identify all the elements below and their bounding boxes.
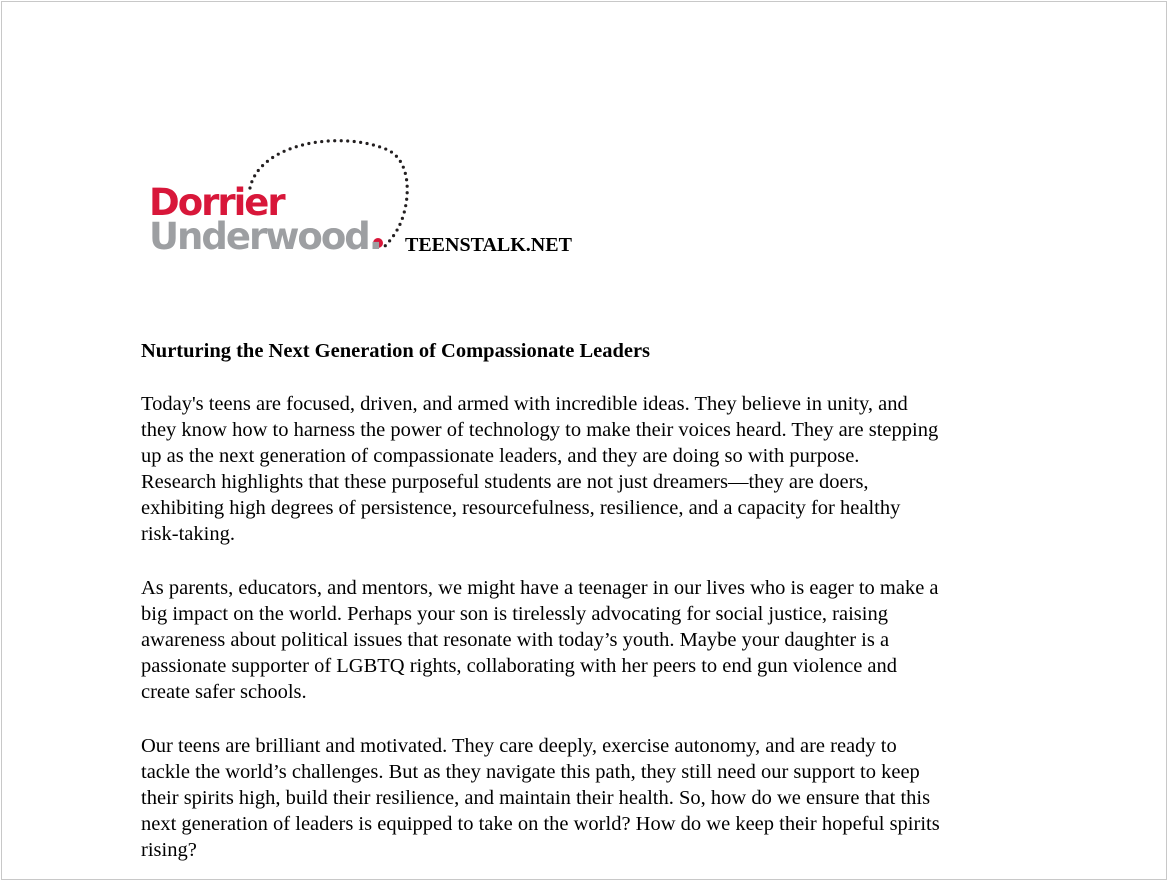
paragraph-line: up as the next generation of compassionate leaders, and they are doing so with purpose. (141, 445, 860, 467)
paragraph-line: As parents, educators, and mentors, we might have a teenager in our lives who is eager to make a (141, 577, 939, 599)
dorrier-underwood-logo (142, 130, 422, 260)
site-label: TEENSTALK.NET (405, 234, 572, 256)
paragraph-line: risk-taking. (141, 523, 235, 545)
paragraph-line: they know how to harness the power of technology to make their voices heard. They are stepping (141, 419, 939, 441)
paragraph-line: rising? (141, 839, 197, 861)
paragraph-line: their spirits high, build their resilience, and maintain their health. So, how do we ensure that this (141, 787, 931, 809)
article-paragraph (141, 575, 1041, 705)
paragraph-line: awareness about political issues that resonate with today’s youth. Maybe your daughter is a (141, 629, 890, 651)
paragraph-line: big impact on the world. Perhaps your son is tirelessly advocating for social justice, raising (141, 603, 888, 625)
paragraph-line: next generation of leaders is equipped to take on the world? How do we keep their hopeful spirits (141, 813, 940, 835)
article-title: Nurturing the Next Generation of Compassionate Leaders (141, 340, 651, 362)
paragraph-line: passionate supporter of LGBTQ rights, collaborating with her peers to end gun violence and (141, 655, 898, 677)
document-page (1, 1, 1167, 880)
logo-wordmark-underwood: Underwood. (149, 215, 381, 258)
paragraph-line: tackle the world’s challenges. But as they navigate this path, they still need our support to keep (141, 761, 920, 783)
logo-wordmark-dorrier: Dorrier (149, 181, 284, 224)
article-paragraph (141, 391, 1041, 547)
paragraph-line: Today's teens are focused, driven, and armed with incredible ideas. They believe in unity, and (141, 393, 908, 415)
paragraph-line: create safer schools. (141, 681, 307, 703)
article-paragraph (141, 733, 1041, 863)
paragraph-line: Our teens are brilliant and motivated. They care deeply, exercise autonomy, and are ready to (141, 735, 897, 757)
paragraph-line: exhibiting high degrees of persistence, resourcefulness, resilience, and a capacity for healthy (141, 497, 901, 519)
paragraph-line: Research highlights that these purposeful students are not just dreamers—they are doers, (141, 471, 869, 493)
